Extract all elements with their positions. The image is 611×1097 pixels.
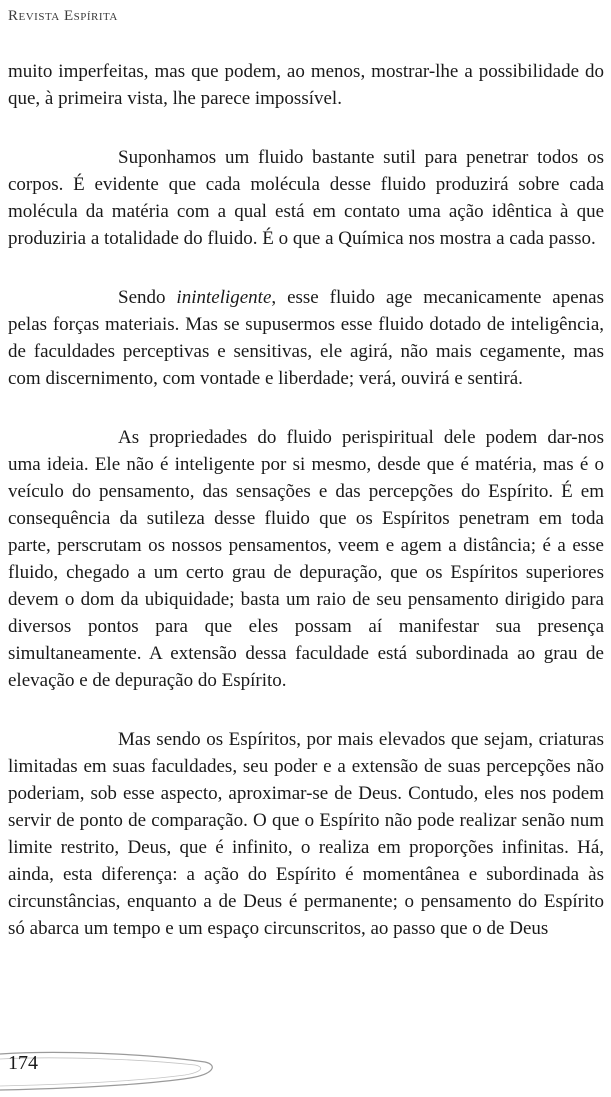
page-footer [0,1050,260,1097]
running-header: Revista Espírita [8,8,118,24]
paragraph-perispiritual-fluid: As propriedades do fluido perispiritual dele podem dar-nos uma ideia. Ele não é inteligente por si mesmo, desde que é matéria, mas é o veículo do pensamento, das sensações e das percepções do Espírito. É em consequência da sutileza desse fluido que os Espíritos penetram em toda parte, perscrutam os nossos pensamentos, veem e agem a distância; é a esse fluido, chegado a um certo grau de depuração, que os Espíritos superiores devem o dom da ubiquidade; basta um raio de seu pensamento dirigido para diversos pontos para que eles possam aí manifestar sua presença simultaneamente. A extensão dessa faculdade está subordinada ao grau de elevação e de depuração do Espírito. [8,427,604,691]
paragraph-rest-text: , esse fluido age mecanicamente apenas pelas forças materiais. Mas se supusermos esse fluido dotado de inteligência, de faculdades perceptivas e sensitivas, ele agirá, não mais cegamente, mas com discernimento, com vontade e liberdade; verá, ouvirá e sentirá. [8,287,604,389]
paragraph-lead-text: Sendo [118,287,177,308]
page-number: 174 [8,1052,38,1074]
page-body [8,58,604,974]
paragraph-continuation: muito imperfeitas, mas que podem, ao menos, mostrar-lhe a possibilidade do que, à primeira vista, lhe parece impossível. [8,61,604,109]
italic-term: ininteligente [176,287,272,308]
paragraph-fluid-subtle: Suponhamos um fluido bastante sutil para penetrar todos os corpos. É evidente que cada molécula desse fluido produzirá sobre cada molécula da matéria com a qual está em contato uma ação idêntica à que produziria a totalidade do fluido. É o que a Química nos mostra a cada passo. [8,147,604,249]
footer-swoosh-ornament [0,1050,260,1097]
paragraph-unintelligent-fluid [8,284,604,392]
paragraph-spirits-limits: Mas sendo os Espíritos, por mais elevados que sejam, criaturas limitadas em suas faculdades, seu poder e a extensão de suas percepções não poderiam, sob esse aspecto, aproximar-se de Deus. Contudo, eles nos podem servir de ponto de comparação. O que o Espírito não pode realizar senão num limite restrito, Deus, que é infinito, o realiza em proporções infinitas. Há, ainda, esta diferença: a ação do Espírito é momentânea e subordinada às circunstâncias, enquanto a de Deus é permanente; o pensamento do Espírito só abarca um tempo e um espaço circunscritos, ao passo que o de Deus [8,729,604,939]
